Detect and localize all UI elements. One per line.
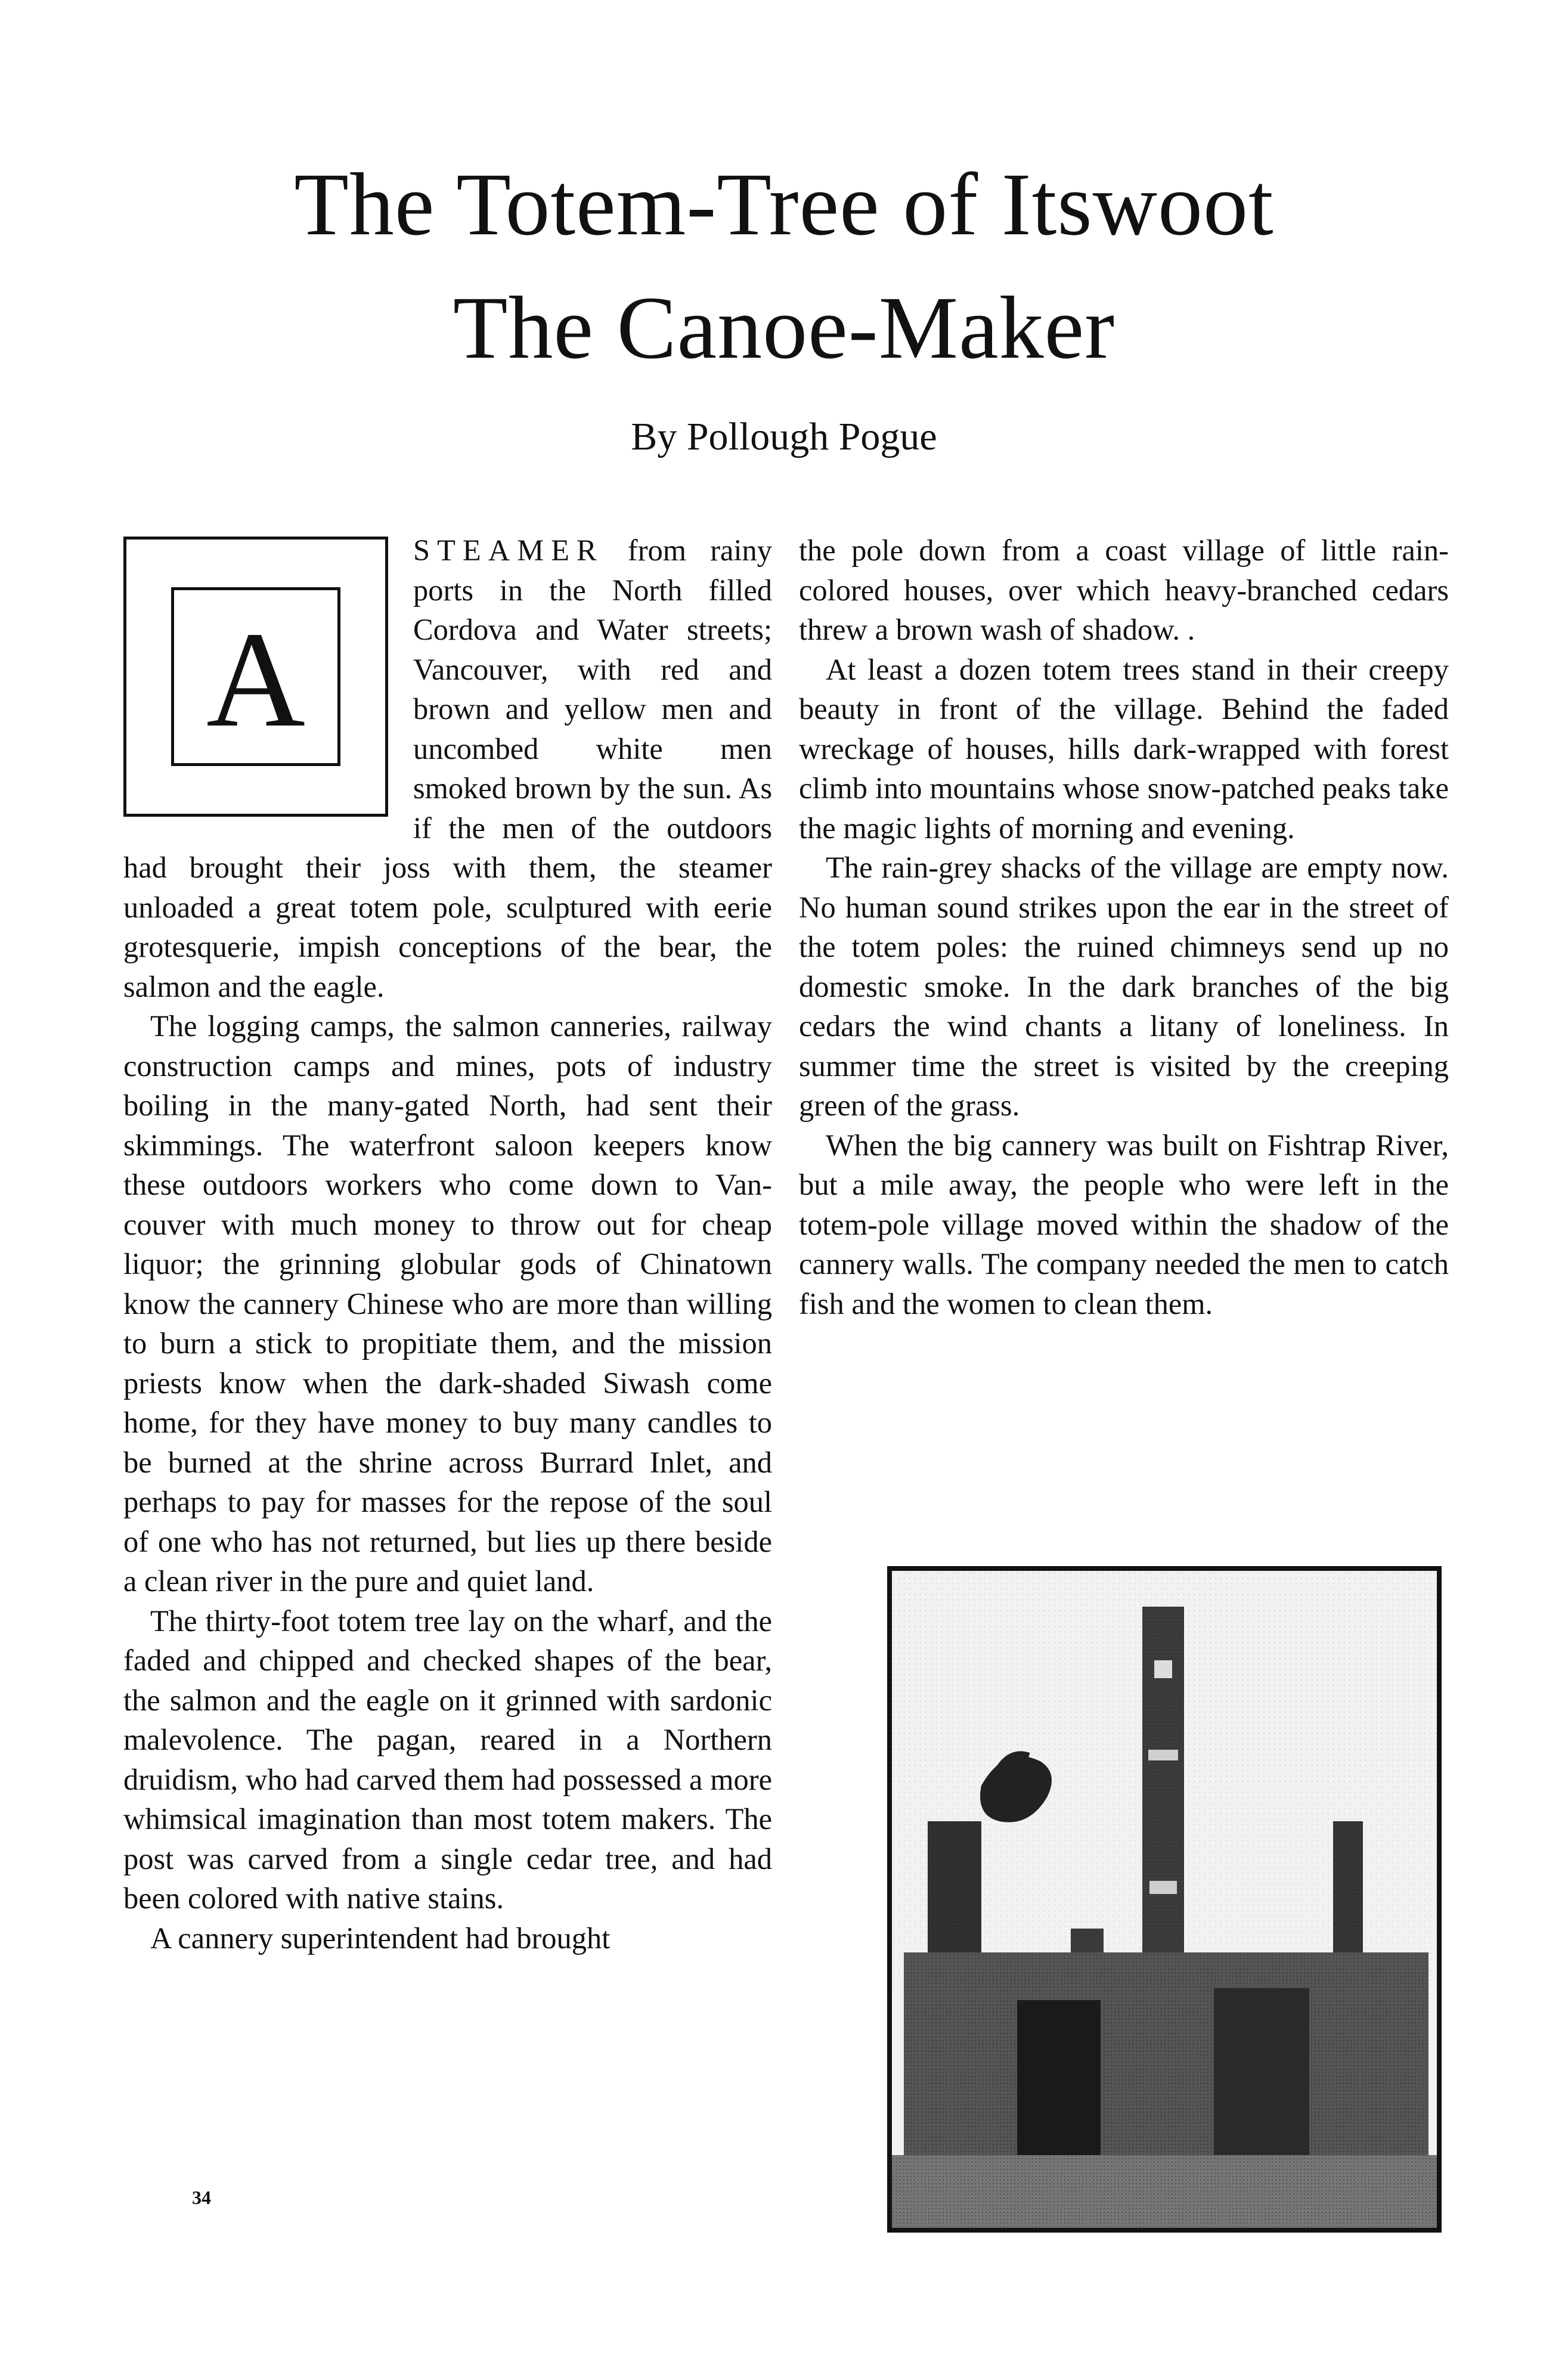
drop-cap-letter: A: [206, 603, 306, 755]
drop-cap-inner-frame: [171, 587, 340, 766]
drop-cap-frame: [123, 537, 388, 817]
paragraph-7: When the big cannery was built on Fishtrap River, but a mile away, the people who were left in the totem-pole village moved within the shadow of the cannery walls. The company needed the men to catch fish and the women to clean them.: [799, 1128, 1449, 1320]
title-line-1: The Totem-Tree of Itswoot: [294, 155, 1274, 254]
right-column: [799, 531, 1449, 1323]
page-number: 34: [192, 2187, 211, 2208]
byline: By Pollough Pogue: [631, 415, 937, 458]
totem-pole-illustration: [892, 1571, 1437, 2228]
paragraph-2: The logging camps, the salmon canneries, railway construction camps and mines, pots of industry boiling in the many-gated North, had sent their skimmings. The waterfront saloon keepers know these outdoors workers who come down to Vancouver with much money to throw out for cheap liquor; the grinning globular gods of Chinatown know the cannery Chinese who are more than willing to burn a stick to propitiate them, and the mission priests know when the dark-shaded Siwash come home, for they have money to buy many candles to be burned at the shrine across Burrard Inlet, and perhaps to pay for masses for the repose of the soul of one who has not returned, but lies up there beside a clean river in the pure and quiet land.: [123, 1009, 772, 1598]
paragraph-6: The rain-grey shacks of the village are empty now. No human sound strikes upon the ear in the street of the totem poles: the ruined chimneys send up no domestic smoke. In the dark branches of the big cedars the wind chants a litany of loneliness. In summer time the street is visited by the creeping green of the grass.: [799, 851, 1449, 1122]
paragraph-4: A cannery superintendent had brought: [150, 1921, 611, 1955]
left-column: [123, 531, 772, 1958]
title-line-2: The Canoe-Maker: [453, 278, 1115, 377]
totem-pole-photograph: [887, 1566, 1442, 2233]
paragraph-5: At least a dozen totem trees stand in their creepy beauty in front of the village. Behind the faded wreckage of houses, hills dark-wrapped with forest climb into mountains whose snow-patched peaks take the magic lights of morning and evening.: [799, 652, 1449, 845]
paragraph-3: The thirty-foot totem tree lay on the wharf, and the faded and chipped and checked shapes of the bear, the salmon and the eagle on it grinned with sardonic malevolence. The pagan, reared in a Northern druidism, who had carved them had possessed a more whimsical imagination than most totem makers. The post was carved from a single cedar tree, and had been colored with native stains.: [123, 1604, 772, 1915]
paragraph-1-text: from rainy ports in the North filled Cordova and Water streets; Vancouver, with red and brown and yellow men and uncombed white men smoked brown by the sun. As if the men of the outdoors had brought their joss with them, the steamer unloaded a great totem pole, sculptured with eerie grotesquerie, impish conceptions of the bear, the salmon and the eagle.: [123, 534, 772, 1003]
opening-word: STEAMER: [413, 534, 604, 567]
paragraph-4-continued: the pole down from a coast village of little rain-colored houses, over which heavy-branched cedars threw a brown wash of shadow. .: [799, 534, 1449, 646]
